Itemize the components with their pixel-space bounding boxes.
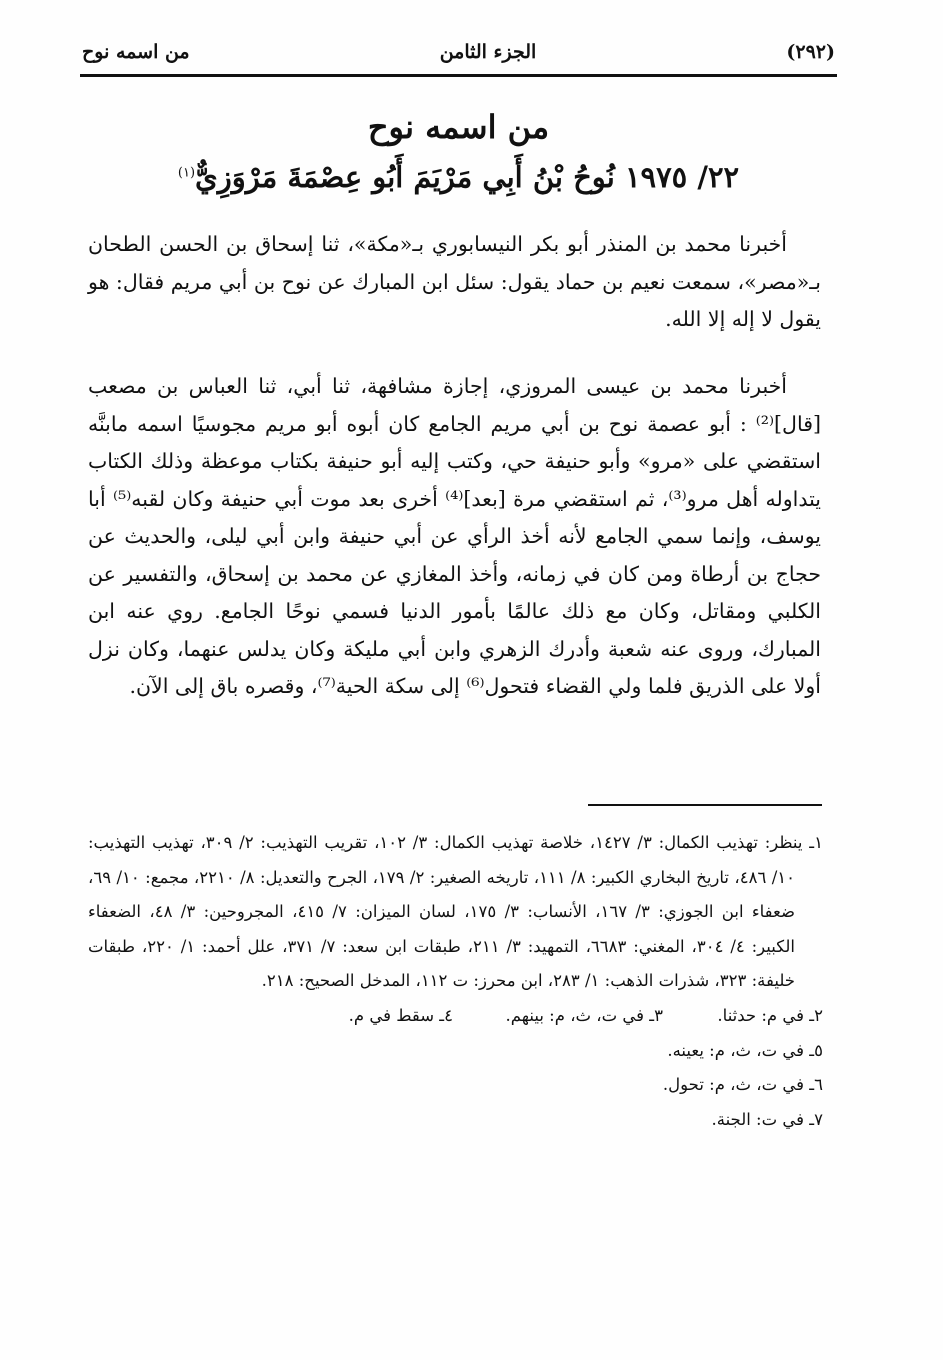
entry-heading bbox=[80, 160, 837, 194]
entry-note-ref: (١) bbox=[177, 165, 196, 181]
footnote-4: ٤ـ سقط في م. bbox=[348, 1005, 453, 1025]
chapter-title: من اسمه نوح bbox=[367, 108, 550, 146]
footnotes bbox=[88, 826, 823, 1137]
footnote-1: ١ـ ينظر: تهذيب الكمال: ٣/ ١٤٢٧، خلاصة تهذيب الكمال: ٣/ ١٠٢، تقريب التهذيب: ٢/ ٣٠٩، تهذيب التهذيب: ١٠/ ٤٨٦، تاريخ البخاري الكبير: ٨/ ١١١، تاريخه الصغير: ٢/ ١٧٩، الجرح والتعديل: ٨/ ٢٢١٠، مجمع: ١٠/ ٦٩، ضعفاء ابن الجوزي: ٣/ ١٦٧، الأنساب: ٣/ ١٧٥، لسان الميزان: ٧/ ٤١٥، المجروحين: ٣/ ٤٨، الضعفاء الكبير: ٤/ ٣٠٤، المغني: ٦٦٨٣، التمهيد: ٣/ ٢١١، طبقات ابن سعد: ٧/ ٣٧١، علل أحمد: ١/ ٢٢٠، طبقات خليفة: ٣٢٣، شذرات الذهب: ١/ ٢٨٣، ابن محرز: ت ١١٢، المدخل الصحيح: ٢١٨. bbox=[88, 833, 823, 991]
footnote-6: ٦ـ في ت، ث، م: تحول. bbox=[662, 1075, 823, 1095]
footnote-7: ٧ـ في ت: الجنة. bbox=[711, 1109, 823, 1129]
paragraph-2 bbox=[88, 368, 821, 706]
entry-number: ٢٢/ ١٩٧٥ bbox=[624, 160, 740, 194]
page-number: (٢٩٢) bbox=[786, 41, 835, 63]
header-rule bbox=[80, 74, 837, 77]
volume-label: الجزء الثامن bbox=[439, 41, 537, 63]
footnote-5: ٥ـ في ت، ث، م: يعينه. bbox=[667, 1040, 823, 1060]
footnote-3: ٣ـ في ت، ث، م: بينهم. bbox=[505, 1005, 663, 1025]
running-header bbox=[82, 34, 835, 70]
paragraph-text: أخبرنا محمد بن عيسى المروزي، إجازة مشافهة، ثنا أبي، ثنا العباس بن مصعب [قال]⁽²⁾ : أبو عصمة نوح بن أبي مريم الجامع كان أبوه أبو مريم مجوسيًا اسمه مابنَّه استقضي على «مرو» وأبو حنيفة حي، وكتب إليه أبو حنيفة بكتاب موعظة وذلك الكتاب يتداوله أهل مرو⁽³⁾، ثم استقضي مرة [بعد]⁽⁴⁾ أخرى بعد موت أبي حنيفة وكان لقبه⁽⁵⁾ أبا يوسف، وإنما سمي الجامع لأنه أخذ الرأي عن أبي حنيفة وابن أبي ليلى، والحديث عن حجاج بن أرطاة ومن كان في زمانه، وأخذ المغازي عن محمد بن إسحاق، والتفسير عن الكلبي ومقاتل، وكان مع ذلك عالمًا بأمور الدنيا فسمي نوحًا الجامع. روي عنه ابن المبارك، وروى عنه شعبة وأدرك الزهري وابن أبي مليكة وكان يدلس عنهما، وكان نزل أولا على الذريق فلما ولي القضاء فتحول⁽⁶⁾ إلى سكة الحية⁽⁷⁾، وقصره باق إلى الآن. bbox=[88, 374, 822, 698]
footnote-2: ٢ـ في م: حدثنا. bbox=[717, 1005, 823, 1025]
paragraph-text: أخبرنا محمد بن المنذر أبو بكر النيسابوري بـ«مكة»، ثنا إسحاق بن الحسن الطحان بـ«مصر»، سمعت نعيم بن حماد يقول: سئل ابن المبارك عن نوح بن أبي مريم فقال: هو يقول لا إله إلا الله. bbox=[88, 232, 821, 331]
entry-name: نُوحُ بْنُ أَبِي مَرْيَمَ أَبُو عِصْمَةَ مَرْوَزِيٌّ bbox=[195, 160, 615, 194]
footnote-separator bbox=[588, 804, 822, 806]
footnote-row-2-4 bbox=[88, 999, 823, 1034]
paragraph-1 bbox=[88, 226, 821, 339]
section-label: من اسمه نوح bbox=[82, 41, 190, 63]
